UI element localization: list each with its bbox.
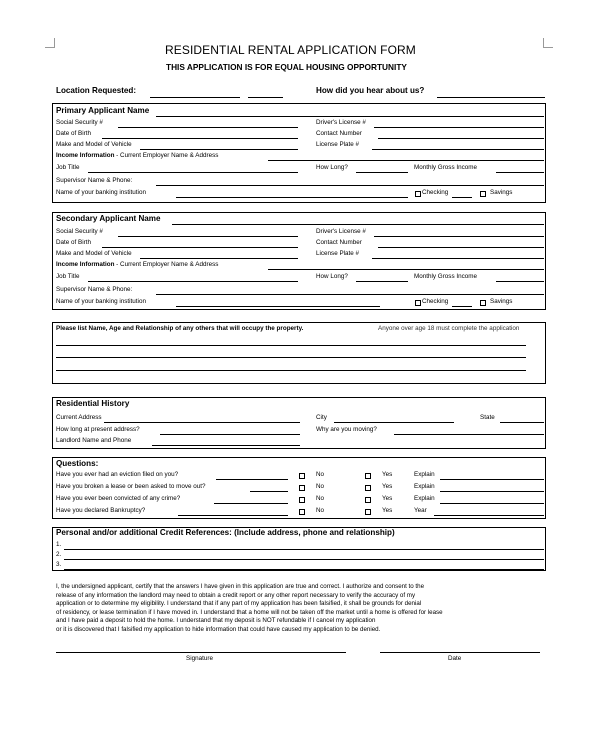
history-current-label: Current Address	[56, 414, 102, 421]
question-4-year-line[interactable]	[434, 515, 544, 516]
primary-employer-line[interactable]	[268, 160, 544, 161]
certification-line: or it is discovered that I falsified my application to hide information that could have caused my application to be denied.	[56, 625, 381, 633]
history-city-line[interactable]	[334, 422, 454, 423]
secondary-gross-label: Monthly Gross Income	[414, 273, 477, 280]
secondary-savings-label: Savings	[490, 298, 513, 305]
question-1-yes-checkbox[interactable]	[365, 473, 371, 479]
question-4-no-label: No	[316, 507, 325, 514]
reference-2-number: 2.	[56, 551, 62, 558]
secondary-employer-line[interactable]	[268, 269, 544, 270]
primary-gross-label: Monthly Gross Income	[414, 164, 477, 171]
secondary-job-label: Job Title	[56, 273, 80, 280]
question-2-line[interactable]	[250, 491, 288, 492]
primary-name-line[interactable]	[156, 116, 544, 117]
location-line-2[interactable]	[248, 97, 283, 98]
question-4-yes-checkbox[interactable]	[365, 509, 371, 515]
question-1-explain-label: Explain	[414, 471, 435, 478]
location-line-1[interactable]	[150, 97, 240, 98]
occupants-line-1[interactable]	[56, 345, 526, 346]
primary-howlong-line[interactable]	[356, 172, 408, 173]
primary-gross-line[interactable]	[496, 172, 544, 173]
secondary-supervisor-label: Supervisor Name & Phone:	[56, 286, 133, 293]
primary-bank-line[interactable]	[176, 197, 408, 198]
primary-plate-line[interactable]	[372, 149, 544, 150]
secondary-income-rest: - Current Employer Name & Address	[114, 261, 219, 268]
question-4-no-checkbox[interactable]	[299, 509, 305, 515]
primary-income-bold: Income Information	[56, 152, 115, 159]
primary-job-label: Job Title	[56, 164, 80, 171]
question-3-explain-line[interactable]	[440, 503, 544, 504]
secondary-ssn-line[interactable]	[118, 236, 298, 237]
history-state-label: State	[480, 414, 495, 421]
occupants-heading: Please list Name, Age and Relationship of any others that will occupy the property.	[56, 325, 304, 332]
reference-1-number: 1.	[56, 541, 62, 548]
question-1-line[interactable]	[216, 479, 288, 480]
how-hear-line[interactable]	[437, 97, 545, 98]
question-1-no-label: No	[316, 471, 325, 478]
question-4-line[interactable]	[178, 515, 288, 516]
secondary-job-line[interactable]	[88, 281, 298, 282]
secondary-dob-line[interactable]	[102, 247, 298, 248]
history-landlord-label: Landlord Name and Phone	[56, 437, 132, 444]
question-2-explain-label: Explain	[414, 483, 435, 490]
secondary-checking-line[interactable]	[452, 306, 472, 307]
occupants-line-3[interactable]	[56, 370, 526, 371]
history-city-label: City	[316, 414, 327, 421]
date-label: Date	[448, 655, 462, 662]
primary-dob-label: Date of Birth	[56, 130, 91, 137]
secondary-plate-label: License Plate #	[316, 250, 360, 257]
primary-contact-line[interactable]	[378, 138, 544, 139]
question-2-label: Have you broken a lease or been asked to move out?	[56, 483, 206, 490]
secondary-heading: Secondary Applicant Name	[56, 214, 161, 223]
history-heading: Residential History	[56, 399, 130, 408]
primary-checking-checkbox[interactable]	[415, 191, 421, 197]
certification-text	[56, 583, 546, 634]
secondary-plate-line[interactable]	[372, 258, 544, 259]
secondary-income-bold: Income Information	[56, 261, 115, 268]
question-4-year-label: Year	[414, 507, 427, 514]
secondary-supervisor-line[interactable]	[156, 294, 544, 295]
primary-ssn-label: Social Security #	[56, 119, 103, 126]
primary-howlong-label: How Long?	[316, 164, 348, 171]
primary-plate-label: License Plate #	[316, 141, 360, 148]
occupants-note: Anyone over age 18 must complete the application	[378, 325, 520, 332]
secondary-savings-checkbox[interactable]	[480, 300, 486, 306]
questions-heading: Questions:	[56, 459, 99, 468]
secondary-vehicle-line[interactable]	[140, 258, 298, 259]
question-2-yes-label: Yes	[382, 483, 393, 490]
primary-heading: Primary Applicant Name	[56, 106, 150, 115]
question-4-yes-label: Yes	[382, 507, 393, 514]
primary-vehicle-label: Make and Model of Vehicle	[56, 141, 132, 148]
form-subtitle: THIS APPLICATION IS FOR EQUAL HOUSING OPPORTUNITY	[166, 62, 407, 72]
crop-mark-left	[45, 38, 55, 48]
occupants-line-2[interactable]	[56, 357, 526, 358]
references-heading: Personal and/or additional Credit References: (Include address, phone and relationship)	[56, 528, 395, 537]
primary-ssn-line[interactable]	[118, 127, 298, 128]
secondary-dob-label: Date of Birth	[56, 239, 91, 246]
primary-supervisor-line[interactable]	[156, 185, 544, 186]
form-title: RESIDENTIAL RENTAL APPLICATION FORM	[165, 43, 416, 57]
primary-license-label: Driver's License #	[316, 119, 366, 126]
question-3-yes-checkbox[interactable]	[365, 497, 371, 503]
secondary-license-label: Driver's License #	[316, 228, 366, 235]
question-3-line[interactable]	[214, 503, 288, 504]
certification-line: application or to determine my eligibility. I understand that if any part of my application has been falsified, it shall be grounds for denial	[56, 600, 422, 607]
question-1-no-checkbox[interactable]	[299, 473, 305, 479]
reference-2-line[interactable]	[64, 559, 544, 560]
primary-income-label	[56, 152, 218, 160]
question-2-yes-checkbox[interactable]	[365, 485, 371, 491]
primary-checking-line[interactable]	[452, 197, 472, 198]
question-1-yes-label: Yes	[382, 471, 393, 478]
primary-contact-label: Contact Number	[316, 130, 362, 137]
reference-1-line[interactable]	[64, 549, 544, 550]
secondary-contact-label: Contact Number	[316, 239, 362, 246]
secondary-bank-line[interactable]	[176, 306, 380, 307]
primary-job-line[interactable]	[88, 172, 298, 173]
reference-3-line[interactable]	[64, 569, 544, 570]
question-3-explain-label: Explain	[414, 495, 435, 502]
secondary-ssn-label: Social Security #	[56, 228, 103, 235]
question-3-label: Have you ever been convicted of any crime?	[56, 495, 181, 502]
crop-mark-right	[543, 38, 553, 48]
question-4-label: Have you declared Bankruptcy?	[56, 507, 146, 514]
primary-savings-label: Savings	[490, 189, 513, 196]
secondary-checking-label: Checking	[422, 298, 449, 305]
secondary-checking-checkbox[interactable]	[415, 300, 421, 306]
primary-bank-label: Name of your banking institution	[56, 189, 146, 196]
secondary-income-label	[56, 261, 218, 269]
certification-line: release of any information the landlord may need to obtain a credit report or any other report necessary to verify the accuracy of my	[56, 591, 416, 599]
history-why-line[interactable]	[394, 434, 544, 435]
question-1-label: Have you ever had an eviction filed on you?	[56, 471, 179, 478]
question-1-explain-line[interactable]	[440, 479, 544, 480]
how-hear-label: How did you hear about us?	[316, 86, 425, 95]
secondary-howlong-line[interactable]	[356, 281, 408, 282]
primary-savings-checkbox[interactable]	[480, 191, 486, 197]
history-state-line[interactable]	[500, 422, 544, 423]
question-2-no-label: No	[316, 483, 325, 490]
primary-checking-label: Checking	[422, 189, 449, 196]
primary-income-rest: - Current Employer Name & Address	[114, 152, 219, 159]
history-current-line[interactable]	[104, 422, 300, 423]
history-howlong-line[interactable]	[160, 434, 300, 435]
reference-3-number: 3.	[56, 561, 62, 568]
secondary-name-line[interactable]	[172, 224, 544, 225]
history-howlong-label: How long at present address?	[56, 426, 140, 433]
secondary-bank-label: Name of your banking institution	[56, 298, 146, 305]
secondary-gross-line[interactable]	[496, 281, 544, 282]
date-line[interactable]	[380, 652, 540, 653]
secondary-howlong-label: How Long?	[316, 273, 348, 280]
signature-label: Signature	[186, 655, 213, 662]
location-label: Location Requested:	[56, 86, 137, 95]
secondary-contact-line[interactable]	[378, 247, 544, 248]
question-3-yes-label: Yes	[382, 495, 393, 502]
secondary-license-line[interactable]	[374, 236, 544, 237]
primary-dob-line[interactable]	[102, 138, 298, 139]
signature-line[interactable]	[56, 652, 346, 653]
secondary-vehicle-label: Make and Model of Vehicle	[56, 250, 132, 257]
history-landlord-line[interactable]	[152, 445, 300, 446]
question-2-explain-line[interactable]	[440, 491, 544, 492]
certification-line: I, the undersigned applicant, certify that the answers I have given in this application are true and correct. I authorize and consent to the	[56, 583, 425, 590]
primary-supervisor-label: Supervisor Name & Phone:	[56, 177, 133, 184]
question-3-no-label: No	[316, 495, 325, 502]
primary-license-line[interactable]	[374, 127, 544, 128]
history-why-label: Why are you moving?	[316, 426, 377, 433]
certification-line: and I have paid a deposit to hold the home. I understand that my deposit is NOT refundable if I cancel my application	[56, 617, 376, 624]
certification-line: of residency, or lease termination if I have moved in. I understand that a home will not be taken off the market until a home is offered for lease	[56, 608, 443, 616]
question-2-no-checkbox[interactable]	[299, 485, 305, 491]
question-3-no-checkbox[interactable]	[299, 497, 305, 503]
primary-vehicle-line[interactable]	[140, 149, 298, 150]
